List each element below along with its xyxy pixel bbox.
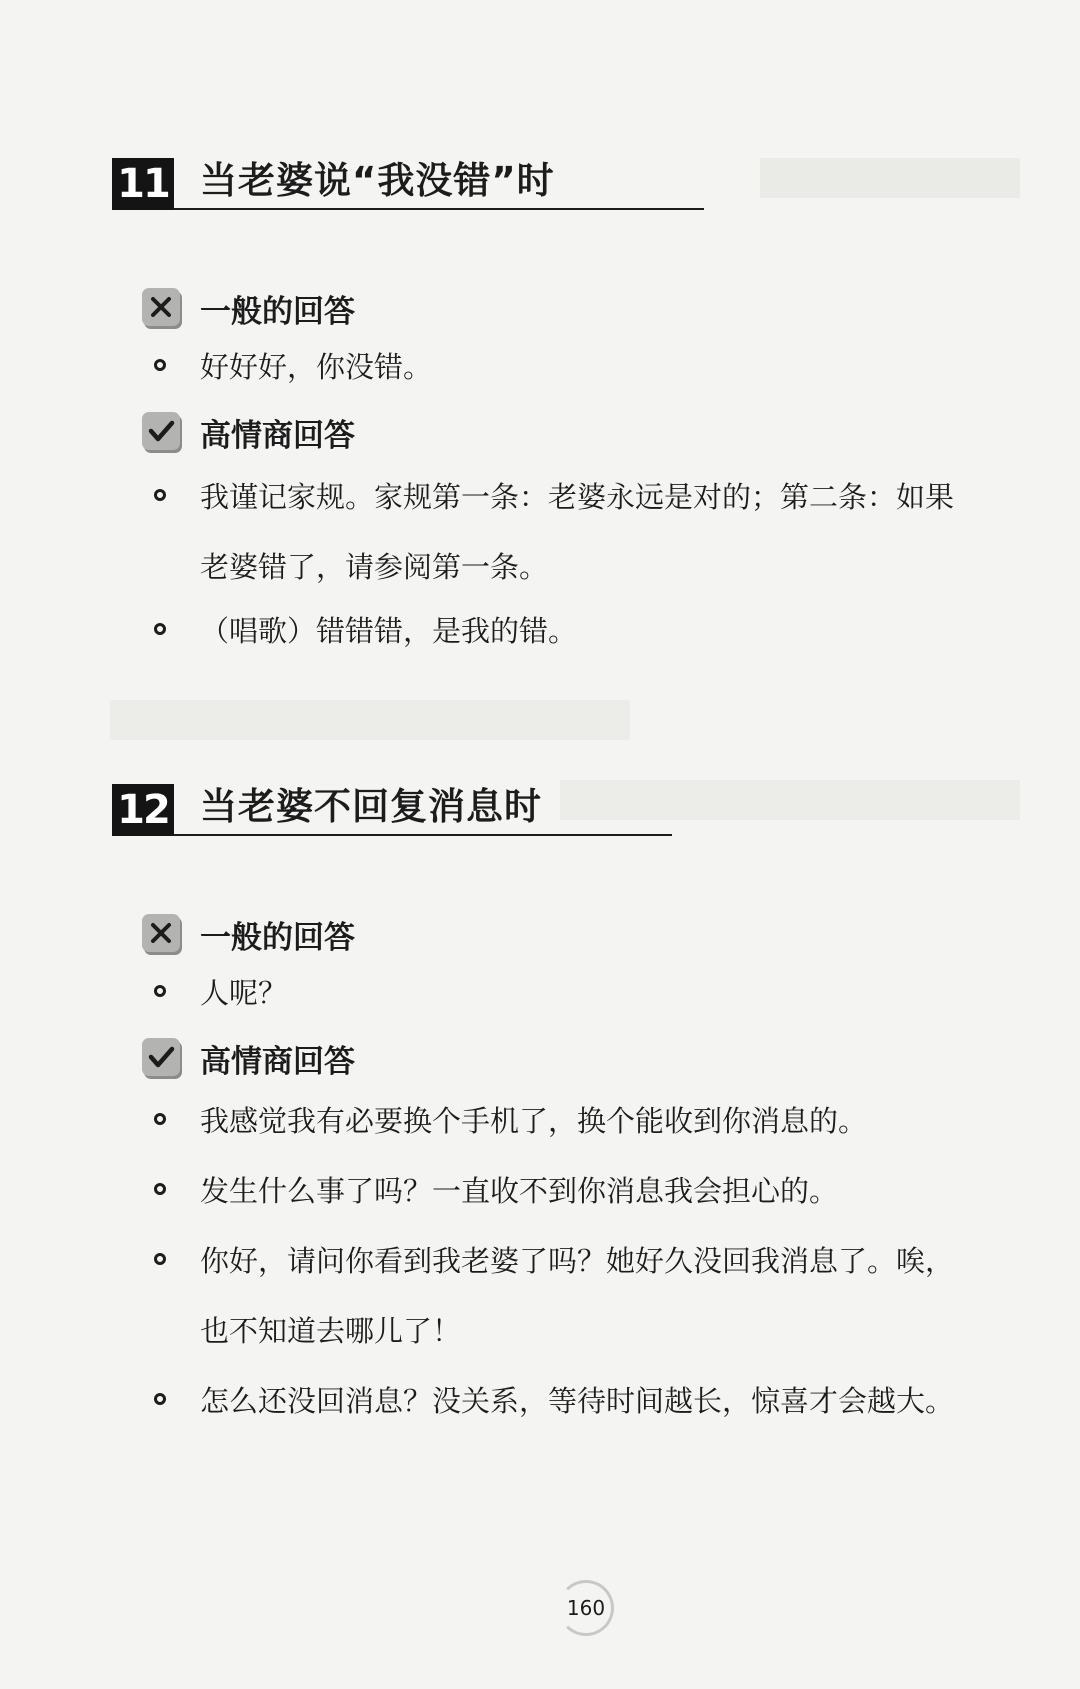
title-underline [174, 834, 672, 836]
bullet-icon [154, 985, 166, 997]
eq-answer-label: 高情商回答 [200, 418, 355, 454]
section-number-badge: 11 [112, 158, 174, 210]
eq-answer-heading [112, 408, 1032, 456]
list-item [112, 1156, 1032, 1226]
check-icon [142, 412, 180, 450]
eq-answer-heading [112, 1034, 1032, 1082]
item-text-line: 我谨记家规。家规第一条：老婆永远是对的；第二条：如果 [200, 480, 955, 514]
common-answer-label: 一般的回答 [200, 920, 355, 956]
bullet-icon [154, 1113, 166, 1125]
item-text: 人呢？ [200, 976, 288, 1010]
common-answer-heading [112, 910, 1032, 958]
bleed-through-decoration [110, 700, 630, 740]
eq-answer-label: 高情商回答 [200, 1044, 355, 1080]
section-header [112, 150, 1032, 220]
section-header [112, 776, 1032, 846]
bullet-icon [154, 1253, 166, 1265]
check-icon [142, 1038, 180, 1076]
list-item [112, 462, 1032, 602]
list-item [112, 332, 1032, 402]
list-item [112, 1086, 1032, 1156]
item-text-line: 你好，请问你看到我老婆了吗？她好久没回我消息了。唉， [200, 1244, 955, 1278]
cross-icon [142, 914, 180, 952]
item-text: 我感觉我有必要换个手机了，换个能收到你消息的。 [200, 1104, 868, 1138]
item-text: 怎么还没回消息？没关系，等待时间越长，惊喜才会越大。 [200, 1384, 955, 1418]
title-underline [174, 208, 704, 210]
item-text-line: 老婆错了，请参阅第一条。 [200, 550, 549, 584]
section-number-badge: 12 [112, 784, 174, 836]
bullet-icon [154, 623, 166, 635]
page-number: 160 [558, 1580, 614, 1636]
item-text-line: 也不知道去哪儿了！ [200, 1314, 462, 1348]
list-item [112, 958, 1032, 1028]
bullet-icon [154, 359, 166, 371]
common-answer-label: 一般的回答 [200, 294, 355, 330]
common-answer-heading [112, 284, 1032, 332]
item-text: 好好好，你没错。 [200, 350, 433, 384]
section-title: 当老婆不回复消息时 [200, 785, 542, 828]
section-12 [112, 776, 1032, 1436]
item-text: 发生什么事了吗？一直收不到你消息我会担心的。 [200, 1174, 839, 1208]
list-item [112, 1226, 1032, 1366]
list-item [112, 1366, 1032, 1436]
cross-icon [142, 288, 180, 326]
section-title: 当老婆说“我没错”时 [200, 159, 555, 202]
item-text: （唱歌）错错错，是我的错。 [200, 614, 578, 648]
bullet-icon [154, 1183, 166, 1195]
list-item [112, 596, 1032, 666]
bullet-icon [154, 489, 166, 501]
section-11 [112, 150, 1032, 666]
bullet-icon [154, 1393, 166, 1405]
